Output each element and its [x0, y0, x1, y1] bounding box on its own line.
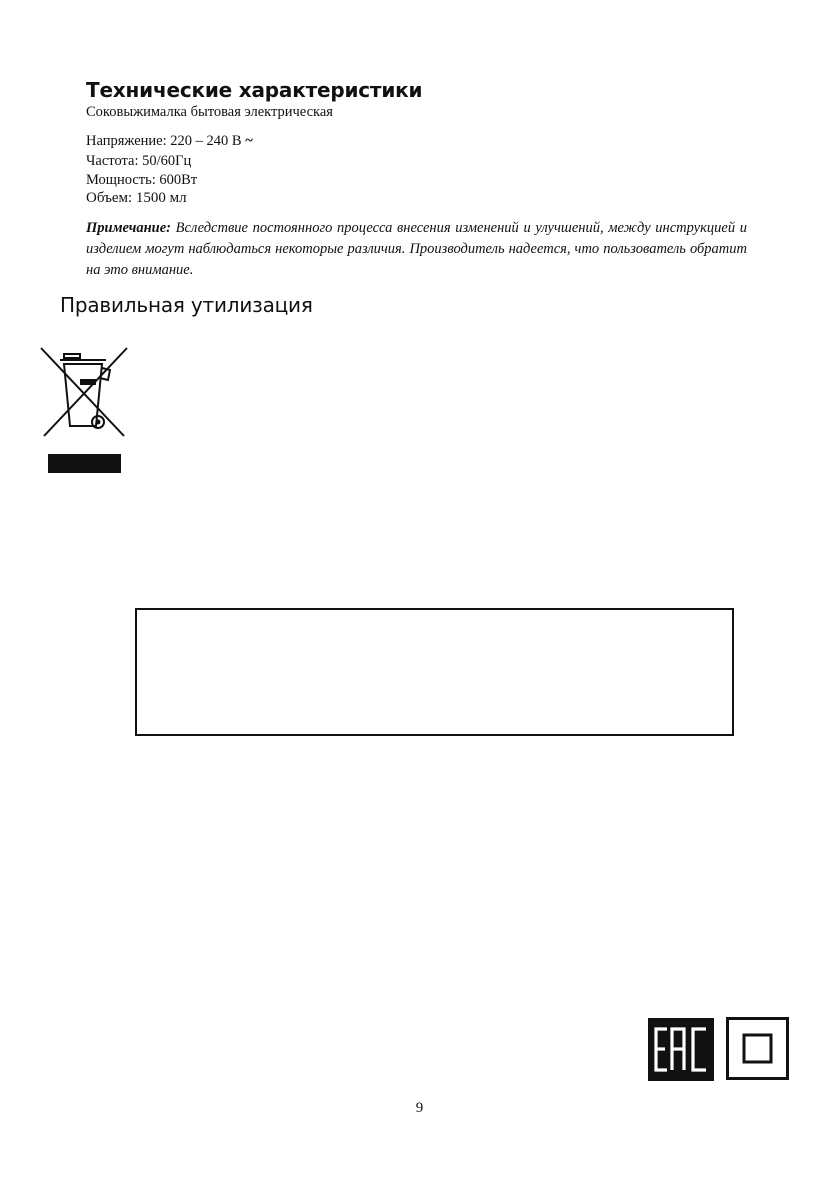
spec-frequency: Частота: 50/60Гц — [86, 153, 192, 169]
note-paragraph — [86, 218, 747, 281]
note-text: Вследствие постоянного процесса внесения изменений и улучшений, между инструкцией и изделием могут наблюдаться некоторые различия. Производитель надеется, что пользователь обратит на это внимание. — [86, 220, 747, 278]
product-name: Соковыжималка бытовая электрическая — [86, 104, 333, 120]
crossed-out-wheelie-bin-icon — [38, 344, 132, 476]
disposal-title: Правильная утилизация — [60, 293, 313, 317]
spec-volume: Объем: 1500 мл — [86, 190, 187, 206]
double-insulation-icon — [726, 1017, 789, 1080]
spec-power: Мощность: 600Вт — [86, 172, 198, 188]
notice-box — [135, 608, 734, 736]
spec-voltage-text: Напряжение: 220 – 240 В — [86, 133, 242, 149]
eac-mark-icon — [648, 1018, 714, 1081]
specs-title: Технические характеристики — [86, 78, 423, 102]
spec-voltage — [86, 132, 253, 150]
note-label: Примечание: — [86, 220, 172, 236]
page-number: 9 — [415, 1100, 424, 1116]
ac-symbol: ~ — [245, 133, 253, 149]
certification-marks — [648, 1017, 790, 1081]
